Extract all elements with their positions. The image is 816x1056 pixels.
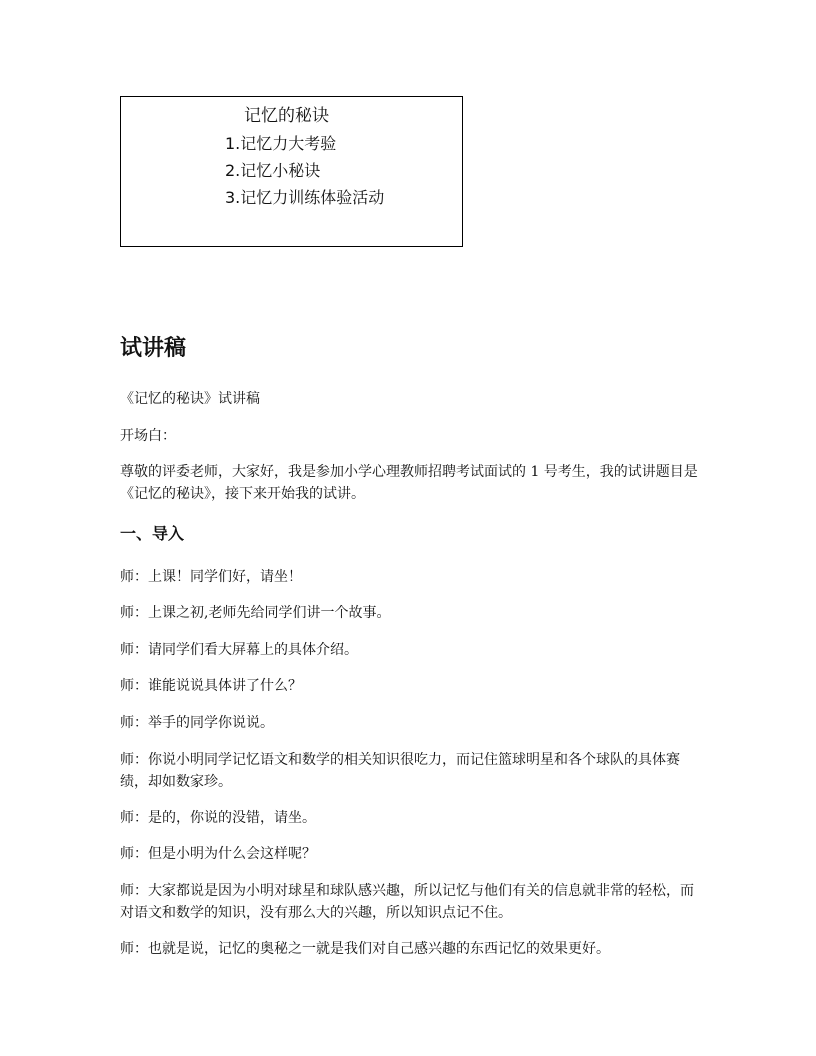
outline-item-2: 2.记忆小秘诀	[225, 161, 321, 180]
section-heading-intro: 一、导入	[120, 524, 185, 543]
teacher-line: 师：请同学们看大屏幕上的具体介绍。	[120, 642, 358, 658]
teacher-line: 师：是的，你说的没错，请坐。	[120, 810, 316, 826]
teacher-line: 师：你说小明同学记忆语文和数学的相关知识很吃力，而记住篮球明星和各个球队的具体赛绩，却如数家珍。	[120, 752, 680, 790]
opening-text: 尊敬的评委老师，大家好，我是参加小学心理教师招聘考试面试的 1 号考生，我的试讲题目是《记忆的秘诀》，接下来开始我的试讲。	[120, 464, 698, 502]
teacher-line: 师：上课之初,老师先给同学们讲一个故事。	[120, 605, 391, 621]
teacher-line: 师：也就是说，记忆的奥秘之一就是我们对自己感兴趣的东西记忆的效果更好。	[120, 941, 610, 957]
teacher-line: 师：谁能说说具体讲了什么？	[120, 678, 302, 694]
outline-title: 记忆的秘诀	[244, 106, 329, 126]
teacher-line: 师：举手的同学你说说。	[120, 715, 274, 731]
opening-label: 开场白：	[120, 428, 176, 444]
outline-item-1: 1.记忆力大考验	[225, 134, 337, 153]
document-heading: 试讲稿	[120, 336, 187, 361]
document-subtitle: 《记忆的秘诀》试讲稿	[120, 391, 260, 407]
outline-item-3: 3.记忆力训练体验活动	[225, 188, 385, 207]
outline-box	[120, 96, 463, 247]
teacher-line: 师：大家都说是因为小明对球星和球队感兴趣，所以记忆与他们有关的信息就非常的轻松，而对语文和数学的知识，没有那么大的兴趣，所以知识点记不住。	[120, 883, 694, 921]
teacher-line: 师：但是小明为什么会这样呢？	[120, 846, 316, 862]
teacher-line: 师：上课！同学们好，请坐！	[120, 569, 302, 585]
